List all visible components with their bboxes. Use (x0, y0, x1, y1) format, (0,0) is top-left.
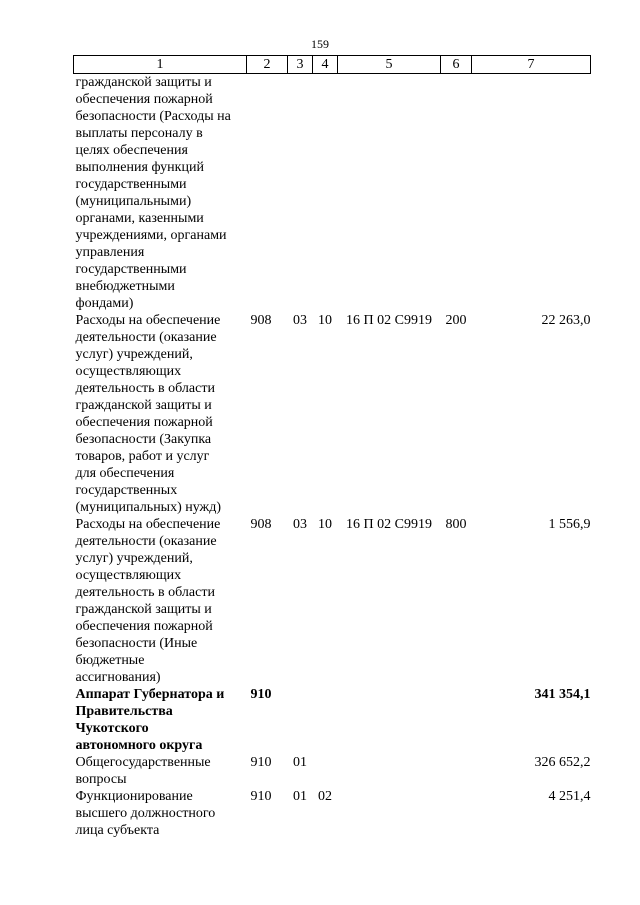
item-name-line: целях обеспечения (75, 143, 188, 158)
subsection-cell: 10 (318, 313, 332, 328)
amount-cell: 326 652,2 (534, 755, 591, 770)
table-row (74, 312, 591, 516)
subsection-cell: 02 (318, 789, 332, 804)
item-name-line: безопасности (Расходы на (75, 109, 231, 124)
item-name-line: для обеспечения (75, 466, 175, 481)
item-name-line: фондами) (75, 296, 134, 311)
header-col-5: 5 (338, 56, 441, 74)
item-name-line: вопросы (75, 772, 127, 787)
item-name-line: безопасности (Закупка (75, 432, 212, 447)
item-name-line: обеспечения пожарной (75, 92, 213, 107)
item-name-line: деятельности (оказание (75, 330, 217, 345)
grbs-cell (247, 74, 288, 313)
table-body (74, 74, 591, 840)
amount-cell: 4 251,4 (548, 789, 591, 804)
header-col-6: 6 (441, 56, 472, 74)
item-name-line: государственных (75, 483, 178, 498)
subsection-cell (313, 686, 338, 754)
item-name-line: услуг) учреждений, (75, 551, 193, 566)
section-cell: 01 (293, 755, 307, 770)
expense-type-cell: 200 (445, 313, 467, 328)
target-article-cell (338, 686, 441, 754)
item-name-line: бюджетные (75, 653, 145, 668)
target-article-cell: 16 П 02 С9919 (346, 517, 432, 532)
subsection-cell (313, 74, 338, 313)
grbs-cell: 908 (250, 517, 272, 532)
item-name-line: (муниципальными) (75, 194, 192, 209)
item-name-line: управления (75, 245, 145, 260)
item-name-cell (74, 686, 247, 754)
target-article-cell (338, 754, 441, 788)
subsection-cell: 10 (318, 517, 332, 532)
item-name-cell (74, 516, 247, 686)
target-article-cell (338, 788, 441, 839)
item-name-line: Чукотского (75, 721, 149, 736)
page-number: 159 (311, 37, 329, 51)
amount-cell: 22 263,0 (541, 313, 591, 328)
section-cell: 03 (293, 517, 307, 532)
item-name-line: выполнения функций (75, 160, 204, 175)
section-cell: 03 (293, 313, 307, 328)
expense-type-cell (441, 788, 472, 839)
header-col-1: 1 (74, 56, 247, 74)
item-name-line: услуг) учреждений, (75, 347, 193, 362)
item-name-line: выплаты персоналу в (75, 126, 203, 141)
item-name-line: высшего должностного (75, 806, 216, 821)
item-name-line: деятельности (оказание (75, 534, 217, 549)
item-name-line: внебюджетными (75, 279, 175, 294)
amount-cell (472, 74, 591, 313)
amount-cell: 1 556,9 (548, 517, 591, 532)
expense-type-cell (441, 686, 472, 754)
item-name-line: органами, казенными (75, 211, 204, 226)
item-name-line: гражданской защиты и (75, 602, 212, 617)
target-article-cell: 16 П 02 С9919 (346, 313, 432, 328)
item-name-line: деятельность в области (75, 585, 215, 600)
item-name-line: безопасности (Иные (75, 636, 198, 651)
section-cell (288, 686, 313, 754)
expense-type-cell: 800 (445, 517, 467, 532)
expense-type-cell (441, 74, 472, 313)
header-row (74, 56, 591, 74)
item-name-line: государственными (75, 262, 187, 277)
table-row (74, 516, 591, 686)
item-name-line: Общегосударственные (75, 755, 211, 770)
table-row (74, 686, 591, 754)
target-article-cell (338, 74, 441, 313)
section-cell (288, 74, 313, 313)
grbs-cell: 908 (250, 313, 272, 328)
item-name-line: Расходы на обеспечение (75, 517, 221, 532)
subsection-cell (313, 754, 338, 788)
budget-table (73, 55, 591, 839)
item-name-cell (74, 788, 247, 839)
item-name-line: Функционирование (75, 789, 193, 804)
grbs-cell: 910 (250, 687, 272, 702)
item-name-line: Расходы на обеспечение (75, 313, 221, 328)
table-row (74, 788, 591, 839)
grbs-cell: 910 (250, 755, 272, 770)
item-name-line: обеспечения пожарной (75, 415, 213, 430)
table-header (74, 56, 591, 74)
item-name-line: осуществляющих (75, 364, 182, 379)
expense-type-cell (441, 754, 472, 788)
item-name-line: лица субъекта (75, 823, 160, 838)
item-name-cell (74, 754, 247, 788)
item-name-line: товаров, работ и услуг (75, 449, 210, 464)
item-name-line: обеспечения пожарной (75, 619, 213, 634)
item-name-line: деятельность в области (75, 381, 215, 396)
header-col-7: 7 (472, 56, 591, 74)
item-name-cell (74, 74, 247, 313)
item-name-line: государственными (75, 177, 187, 192)
item-name-line: гражданской защиты и (75, 75, 212, 90)
header-col-2: 2 (247, 56, 288, 74)
grbs-cell: 910 (250, 789, 272, 804)
section-cell: 01 (293, 789, 307, 804)
item-name-line: Правительства (75, 704, 173, 719)
header-col-3: 3 (288, 56, 313, 74)
item-name-line: ассигнования) (75, 670, 161, 685)
item-name-cell (74, 312, 247, 516)
amount-cell: 341 354,1 (534, 687, 591, 702)
item-name-line: осуществляющих (75, 568, 182, 583)
header-col-4: 4 (313, 56, 338, 74)
item-name-line: (муниципальных) нужд) (75, 500, 222, 515)
table-row (74, 74, 591, 313)
item-name-line: учреждениями, органами (75, 228, 227, 243)
item-name-line: гражданской защиты и (75, 398, 212, 413)
item-name-line: Аппарат Губернатора и (75, 687, 225, 702)
table-row (74, 754, 591, 788)
item-name-line: автономного округа (75, 738, 203, 753)
